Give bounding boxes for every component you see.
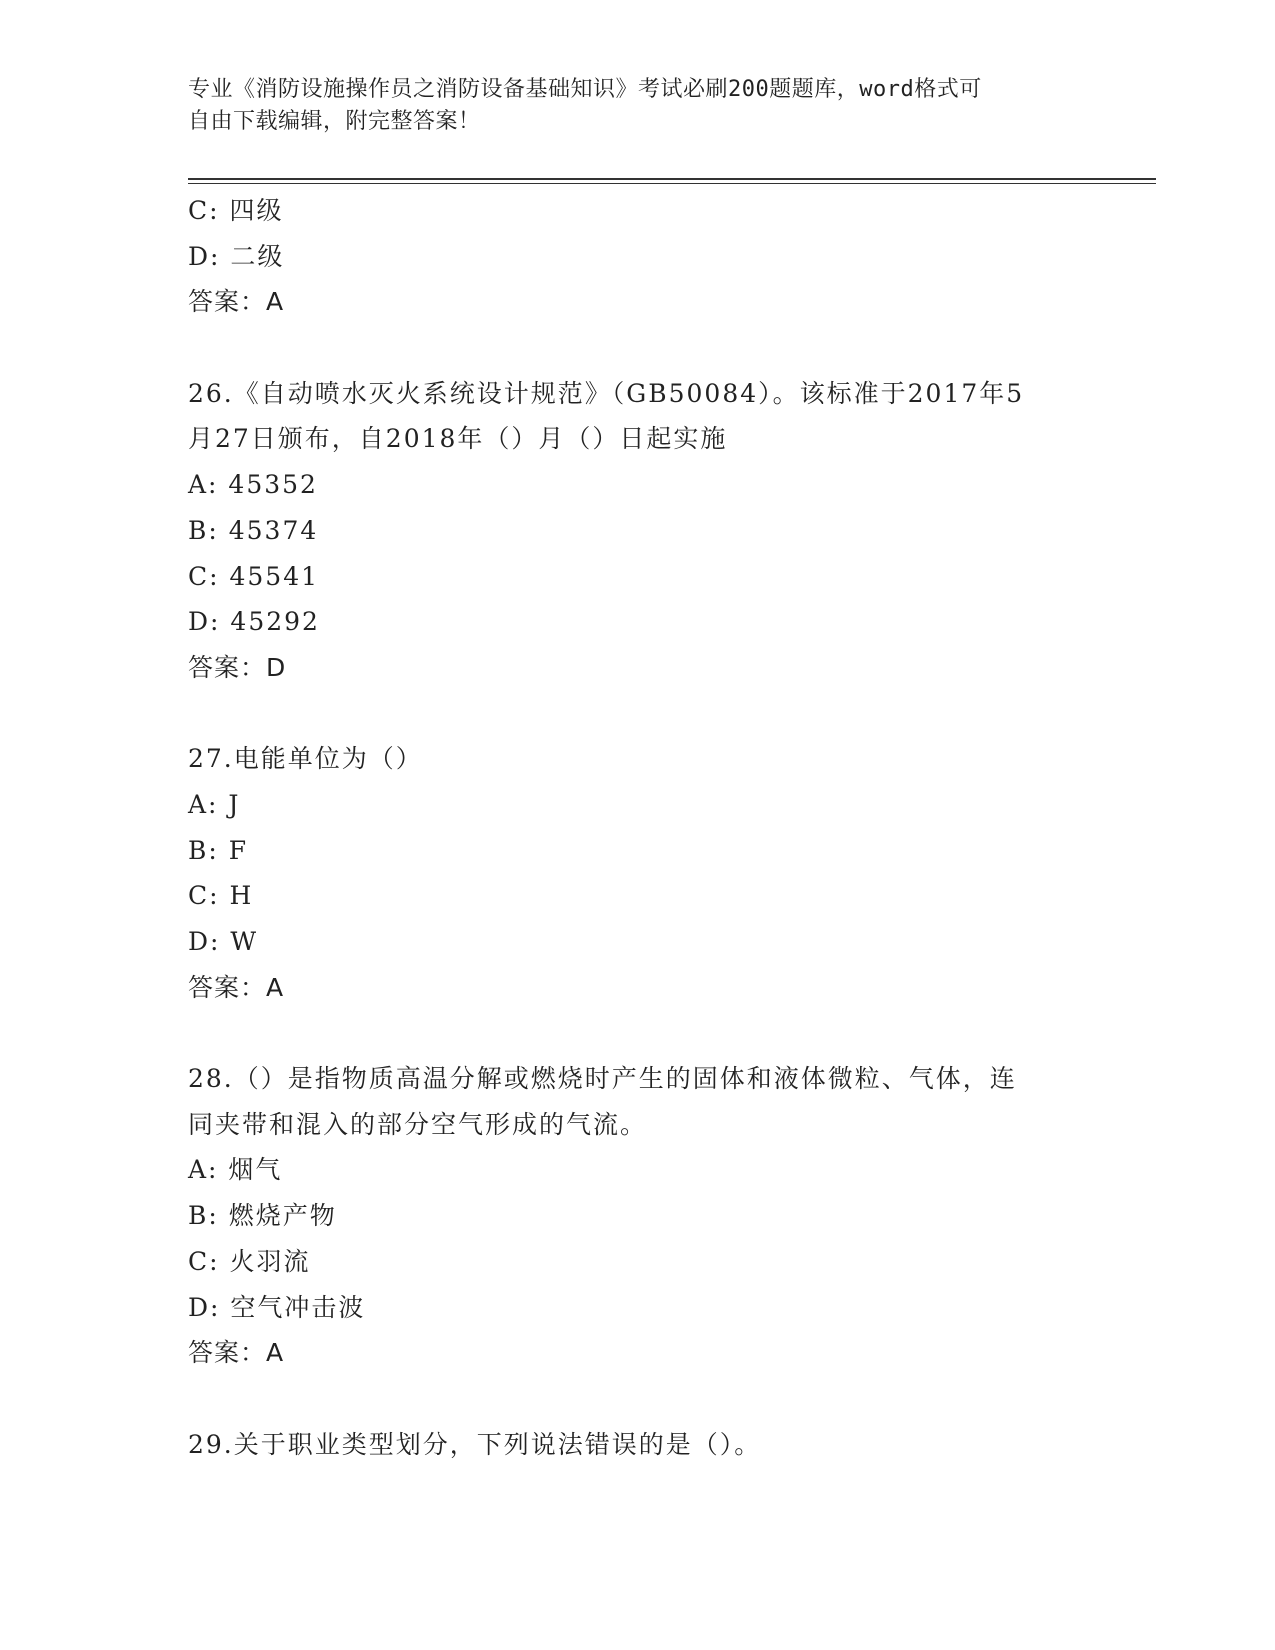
option-c: C: H	[188, 881, 254, 911]
header-line-1: 专业《消防设施操作员之消防设备基础知识》考试必刷200题题库，word格式可	[188, 77, 982, 102]
question-stem-cont: 同夹带和混入的部分空气形成的气流。	[188, 1109, 648, 1139]
question-stem-cont: 月27日颁布，自2018年（）月（）日起实施	[188, 424, 728, 454]
answer: 答案：A	[188, 287, 285, 317]
header-divider-thick	[188, 178, 1156, 180]
question-stem: 29.关于职业类型划分，下列说法错误的是（）。	[188, 1429, 762, 1459]
option-a: A: 45352	[188, 470, 318, 500]
question-28	[188, 1056, 1088, 1376]
question-25-remainder	[188, 188, 1088, 325]
question-stem: 27.电能单位为（）	[188, 744, 423, 774]
option-b: B: 燃烧产物	[188, 1201, 337, 1231]
option-d: D: 45292	[188, 607, 320, 637]
option-d: D: W	[188, 927, 259, 956]
answer: 答案：A	[188, 1338, 285, 1368]
option-d: D: 二级	[188, 241, 285, 271]
option-a: A: 烟气	[188, 1155, 283, 1185]
question-stem: 26.《自动喷水灭火系统设计规范》（GB50084）。该标准于2017年5	[188, 378, 1025, 408]
answer: 答案：A	[188, 972, 285, 1002]
question-26	[188, 371, 1088, 691]
option-d: D: 空气冲击波	[188, 1292, 366, 1322]
option-b: B: F	[188, 835, 249, 865]
option-b: B: 45374	[188, 515, 319, 545]
header-line-2: 自由下载编辑，附完整答案！	[188, 109, 481, 134]
question-27	[188, 736, 1088, 1010]
document-header	[188, 74, 1068, 138]
question-29	[188, 1422, 1088, 1468]
header-divider-thin	[188, 183, 1156, 184]
answer: 答案：D	[188, 652, 287, 682]
option-c: C: 火羽流	[188, 1246, 311, 1276]
option-a: A: J	[188, 789, 241, 819]
option-c: C: 45541	[188, 561, 320, 591]
question-list	[188, 188, 1088, 1467]
option-c: C: 四级	[188, 196, 284, 225]
question-stem: 28.（）是指物质高温分解或燃烧时产生的固体和液体微粒、气体，连	[188, 1064, 1017, 1094]
